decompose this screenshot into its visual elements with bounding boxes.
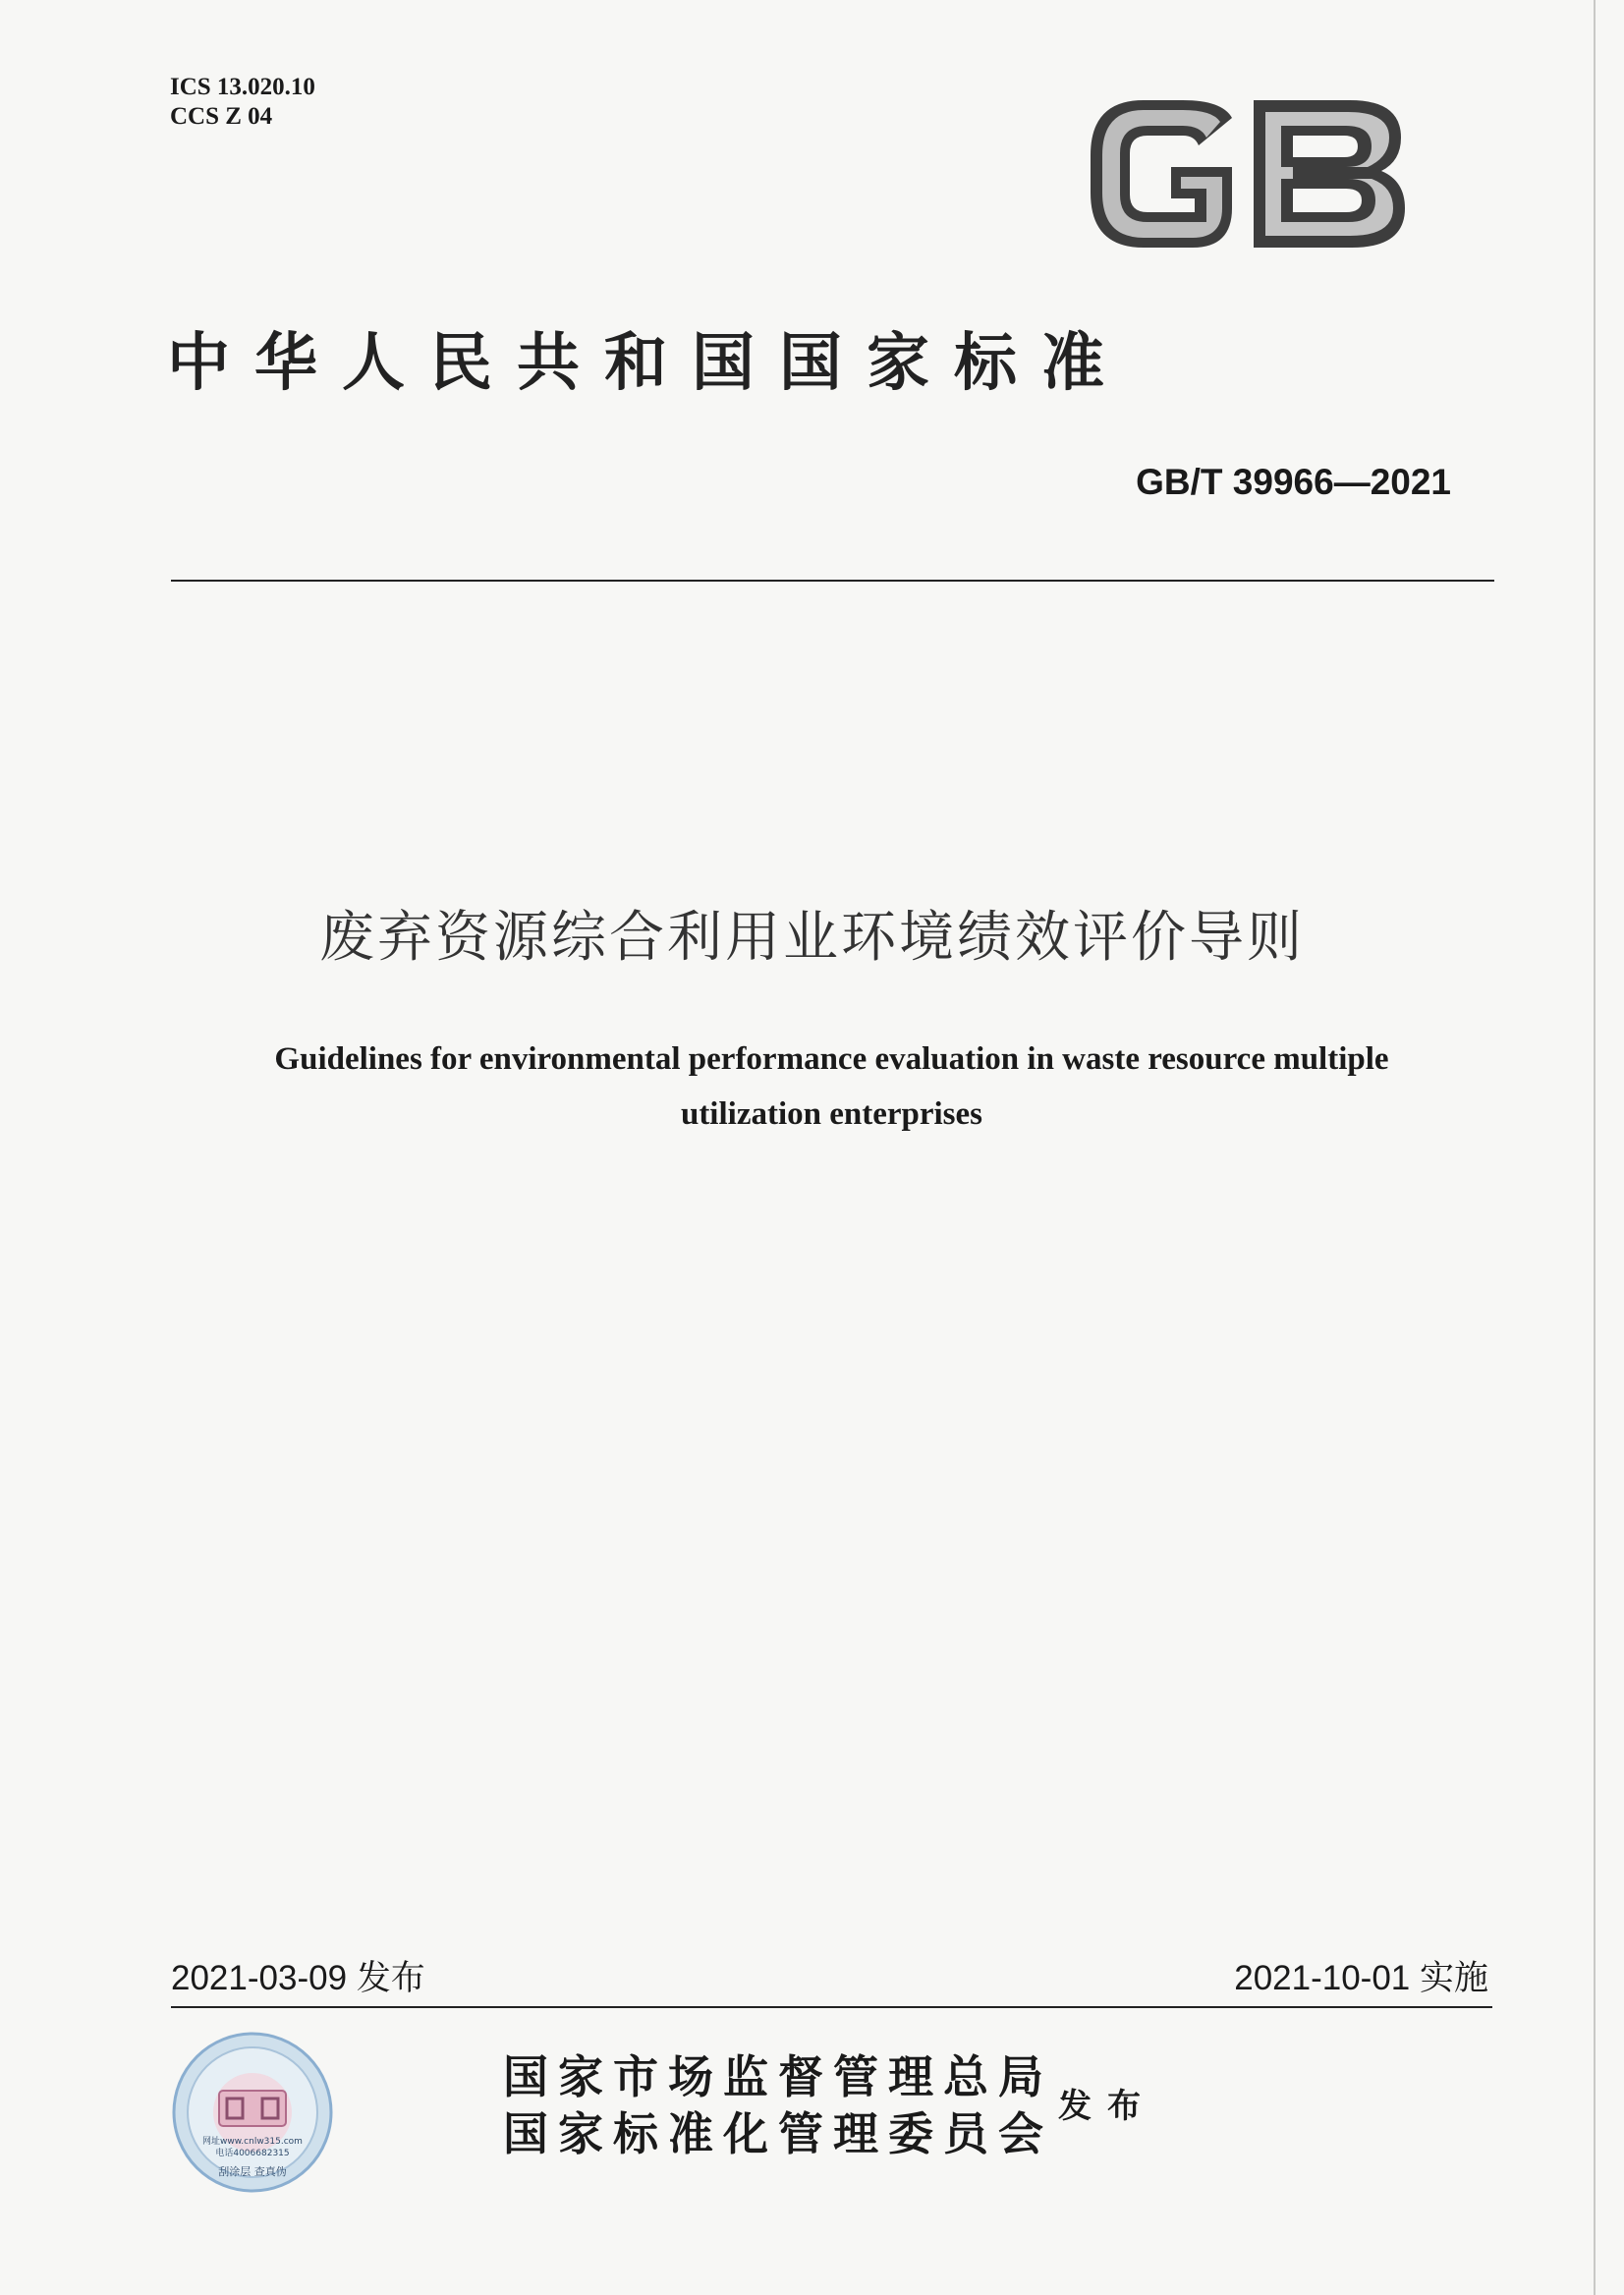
standard-number: GB/T 39966—2021 — [1136, 462, 1451, 502]
page-edge — [1594, 0, 1596, 2295]
ccs-code: CCS Z 04 — [170, 103, 273, 130]
classification-codes — [170, 73, 315, 132]
seal-note: 刮涂层 查真伪 — [218, 2165, 287, 2178]
header-divider — [171, 580, 1494, 582]
seal-phone: 电话4006682315 — [215, 2149, 290, 2158]
seal-website: 网址www.cnlw315.com — [202, 2137, 303, 2147]
publish-label: 发布 — [1058, 2087, 1156, 2126]
issue-date: 2021-03-09 发布 — [171, 1959, 425, 1997]
publisher-sac: 国家标准化管理委员会 — [503, 2107, 1053, 2160]
ics-code: ICS 13.020.10 — [170, 74, 315, 100]
document-title-cn: 废弃资源综合利用业环境绩效评价导则 — [319, 906, 1305, 970]
publisher-samr: 国家市场监督管理总局 — [503, 2050, 1053, 2103]
document-title-en-line1: Guidelines for environmental performance evaluation in waste resource multiple — [274, 1041, 1389, 1077]
footer-divider — [171, 2006, 1492, 2008]
document-title-en — [167, 1032, 1496, 1142]
document-title-en-line2: utilization enterprises — [680, 1096, 983, 1132]
anti-counterfeit-seal — [170, 2030, 335, 2195]
gb-logo — [1085, 96, 1409, 252]
publishers — [503, 2048, 1053, 2162]
implementation-date: 2021-10-01 实施 — [1234, 1959, 1488, 1997]
standard-title: 中华人民共和国国家标准 — [167, 327, 1129, 400]
